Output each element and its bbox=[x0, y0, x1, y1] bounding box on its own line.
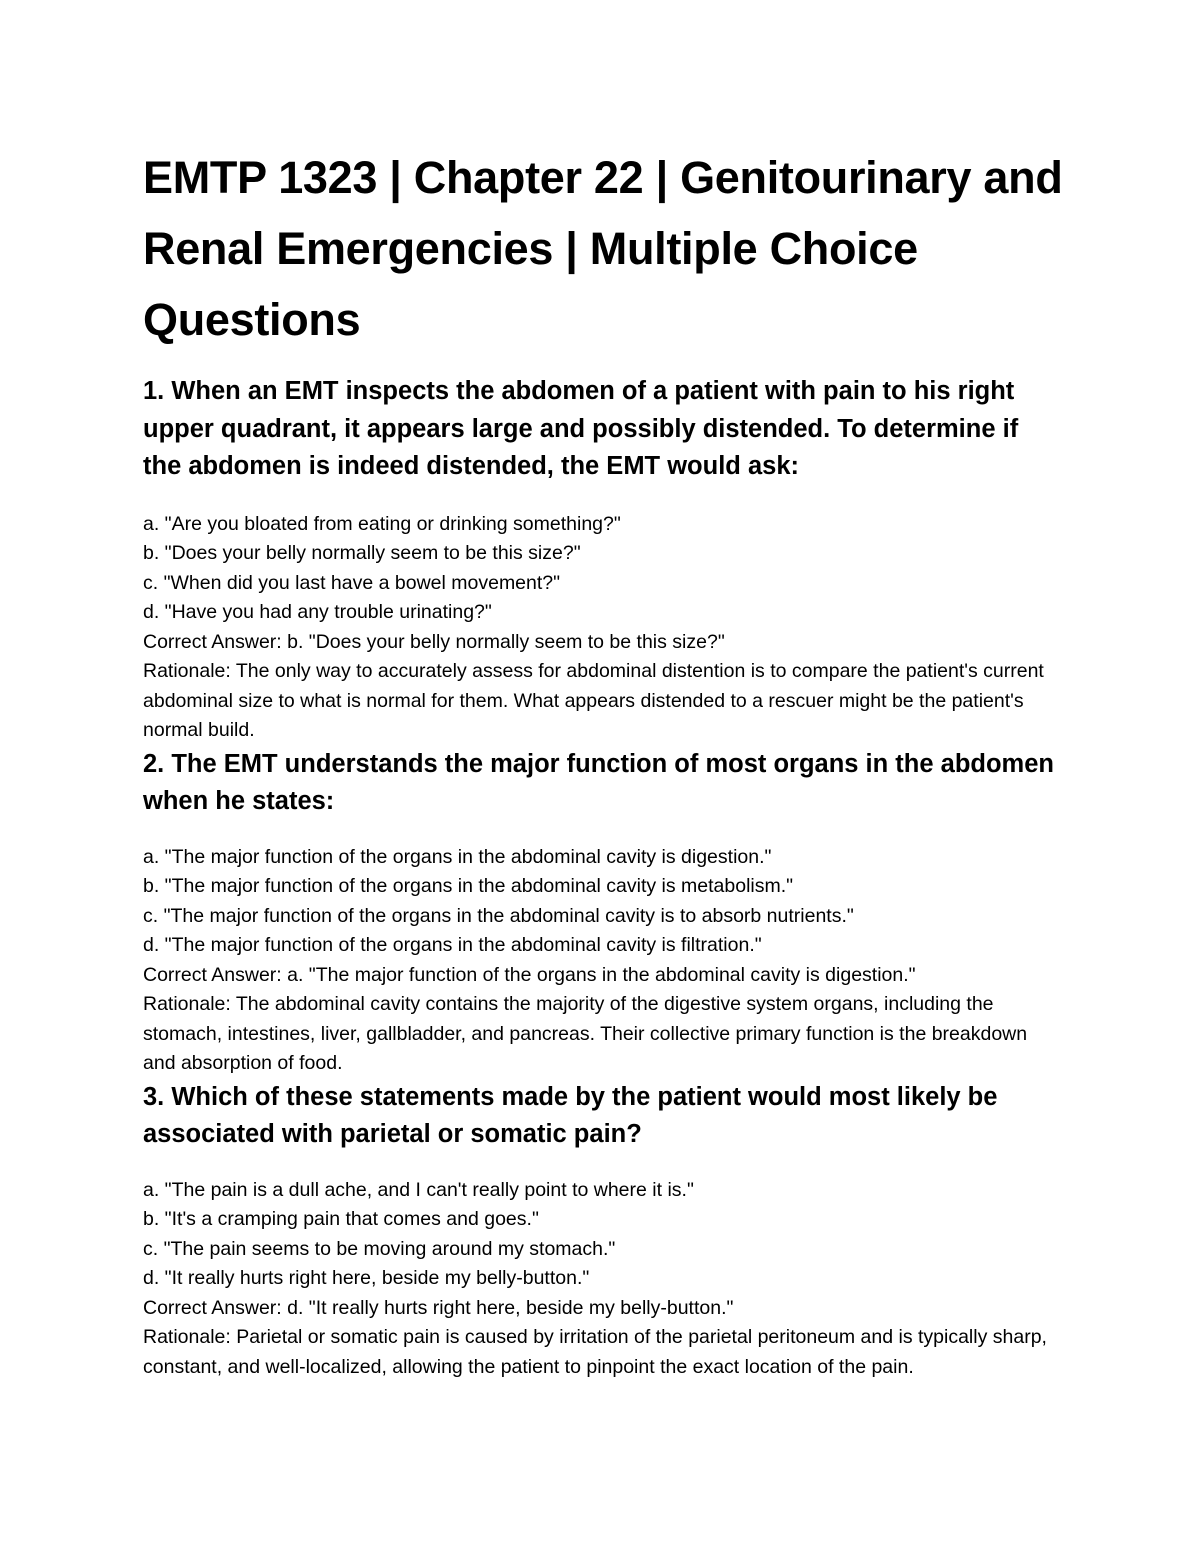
question-block-3 bbox=[143, 1079, 1063, 1383]
correct-answer: Correct Answer: b. "Does your belly normally seem to be this size?" bbox=[143, 630, 725, 653]
document-title: EMTP 1323 | Chapter 22 | Genitourinary and Renal Emergencies | Multiple Choice Questions bbox=[143, 152, 1063, 345]
answer-options bbox=[143, 1176, 1063, 1324]
rationale: Rationale: The abdominal cavity contains the majority of the digestive system organs, including the stomach, intestines, liver, gallbladder, and pancreas. Their collective primary function is the breakdown and absorption of food. bbox=[143, 993, 1028, 1074]
question-block-1 bbox=[143, 373, 1063, 746]
question-block-2 bbox=[143, 746, 1063, 1079]
rationale: Rationale: Parietal or somatic pain is caused by irritation of the parietal peritoneum and is typically sharp, constant, and well-localized, allowing the patient to pinpoint the exact location of the pain. bbox=[143, 1326, 1047, 1378]
question-text: 1. When an EMT inspects the abdomen of a patient with pain to his right upper quadrant, it appears large and possibly distended. To determine if the abdomen is indeed distended, the EMT would ask: bbox=[143, 377, 1019, 480]
answer-option-b: b. "It's a cramping pain that comes and goes." bbox=[143, 1208, 539, 1230]
answer-option-c: c. "The pain seems to be moving around my stomach." bbox=[143, 1237, 616, 1260]
answer-options bbox=[143, 510, 1063, 658]
answer-option-c: c. "When did you last have a bowel movement?" bbox=[143, 571, 561, 594]
question-text: 2. The EMT understands the major function of most organs in the abdomen when he states: bbox=[143, 749, 1054, 815]
answer-options bbox=[143, 843, 1063, 991]
answer-option-d: d. "It really hurts right here, beside my belly-button." bbox=[143, 1267, 590, 1289]
correct-answer: Correct Answer: a. "The major function of the organs in the abdominal cavity is digestion." bbox=[143, 963, 916, 986]
answer-option-a: a. "The pain is a dull ache, and I can't really point to where it is." bbox=[143, 1178, 694, 1201]
question-text: 3. Which of these statements made by the patient would most likely be associated with parietal or somatic pain? bbox=[143, 1082, 998, 1148]
correct-answer: Correct Answer: d. "It really hurts right here, beside my belly-button." bbox=[143, 1296, 734, 1319]
document-page bbox=[143, 142, 1063, 1382]
rationale: Rationale: The only way to accurately assess for abdominal distention is to compare the patient's current abdominal size to what is normal for them. What appears distended to a rescuer might be the patient's normal build. bbox=[143, 660, 1044, 741]
answer-option-a: a. "The major function of the organs in the abdominal cavity is digestion." bbox=[143, 845, 772, 868]
answer-option-b: b. "The major function of the organs in the abdominal cavity is metabolism." bbox=[143, 875, 794, 897]
answer-option-b: b. "Does your belly normally seem to be this size?" bbox=[143, 542, 581, 564]
answer-option-d: d. "The major function of the organs in the abdominal cavity is filtration." bbox=[143, 934, 762, 956]
answer-option-c: c. "The major function of the organs in the abdominal cavity is to absorb nutrients." bbox=[143, 904, 854, 927]
answer-option-a: a. "Are you bloated from eating or drinking something?" bbox=[143, 512, 621, 535]
answer-option-d: d. "Have you had any trouble urinating?" bbox=[143, 601, 492, 623]
